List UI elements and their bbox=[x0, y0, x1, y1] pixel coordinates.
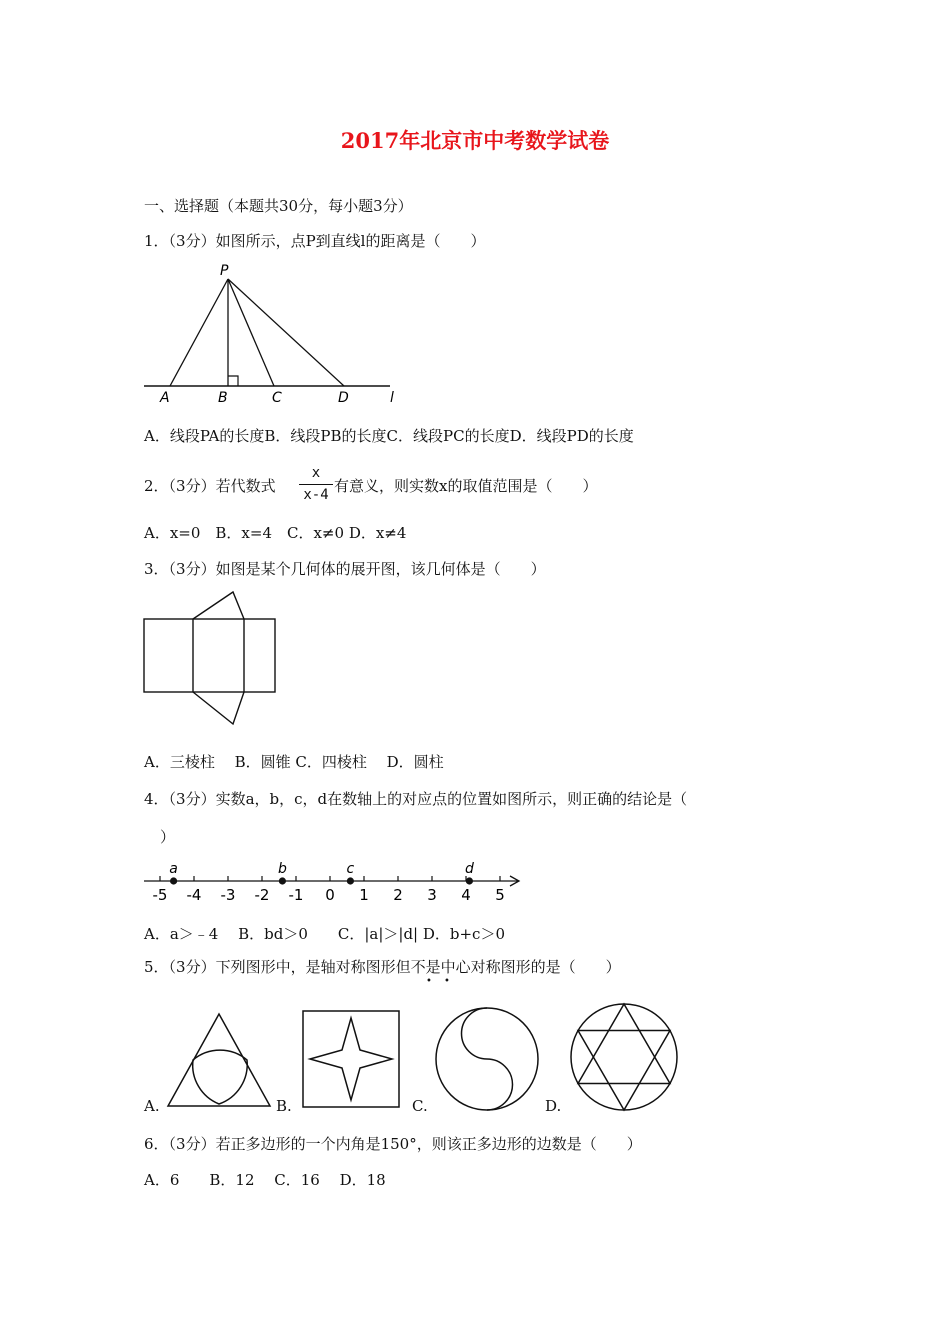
q5-label-d: D. bbox=[545, 1097, 562, 1115]
q3-net-figure bbox=[140, 588, 285, 730]
tick-label: 4 bbox=[461, 886, 471, 904]
label-P: P bbox=[220, 263, 229, 279]
q3-stem: 3．（3分）如图是某个几何体的展开图，该几何体是（ ） bbox=[144, 560, 546, 578]
q1-stem: 1．（3分）如图所示，点P到直线l的距离是（ ） bbox=[144, 232, 486, 250]
label-A: A bbox=[160, 390, 170, 406]
q4-options: A．a＞﹣4 B．bd＞0 C．|a|＞|d| D．b+c＞0 bbox=[144, 925, 506, 943]
emphasis-dot: • bbox=[444, 976, 450, 987]
q5-label-c: C. bbox=[412, 1097, 428, 1115]
label-l: l bbox=[390, 390, 394, 406]
tick-label: 0 bbox=[325, 886, 335, 904]
section-heading: 一、选择题（本题共30分，每小题3分） bbox=[144, 197, 413, 215]
tick-label: -2 bbox=[254, 886, 270, 904]
tick-label: 3 bbox=[427, 886, 437, 904]
q2-options: A．x=0 B．x=4 C．x≠0 D．x≠4 bbox=[144, 524, 407, 542]
q4-number-line bbox=[140, 855, 530, 905]
q2-frac-numerator: x bbox=[311, 465, 321, 481]
q2-frac-denominator: x-4 bbox=[303, 487, 329, 503]
point-d bbox=[466, 877, 473, 884]
tick-label: -5 bbox=[152, 886, 168, 904]
tick-label: -3 bbox=[220, 886, 236, 904]
q2-stem-before: 2．（3分）若代数式 bbox=[144, 477, 276, 495]
point-c bbox=[347, 877, 354, 884]
emphasis-dot: • bbox=[426, 976, 432, 987]
q1-options: A．线段PA的长度B．线段PB的长度C．线段PC的长度D．线段PD的长度 bbox=[144, 427, 634, 445]
point-label-b: b bbox=[277, 861, 287, 877]
q5-stem: 5．（3分）下列图形中，是轴对称图形但不是中心对称图形的是（ ） bbox=[144, 958, 621, 976]
tick-label: 2 bbox=[393, 886, 403, 904]
q5-figure-c bbox=[432, 1004, 542, 1114]
label-B: B bbox=[218, 390, 228, 406]
q2-frac-bar bbox=[299, 484, 333, 485]
q5-figure-b bbox=[300, 1008, 402, 1110]
q5-label-a: A. bbox=[144, 1097, 160, 1115]
q6-options: A．6 B．12 C．16 D．18 bbox=[144, 1171, 386, 1189]
q1-figure bbox=[140, 262, 410, 407]
tick-label: 1 bbox=[359, 886, 369, 904]
point-label-d: d bbox=[464, 861, 474, 877]
tick-label: -1 bbox=[288, 886, 304, 904]
point-b bbox=[279, 877, 286, 884]
tick-label: 5 bbox=[495, 886, 505, 904]
q4-stem-line2: ） bbox=[160, 828, 176, 846]
q5-figure-a bbox=[165, 1010, 275, 1110]
q6-stem: 6．（3分）若正多边形的一个内角是150°，则该正多边形的边数是（ ） bbox=[144, 1135, 642, 1153]
q4-stem-line1: 4．（3分）实数a，b，c，d在数轴上的对应点的位置如图所示，则正确的结论是（ bbox=[144, 790, 688, 808]
page-title: 2017年北京市中考数学试卷 bbox=[340, 128, 610, 153]
q2-stem-after: 有意义，则实数x的取值范围是（ ） bbox=[334, 477, 598, 495]
point-a bbox=[170, 877, 177, 884]
point-label-c: c bbox=[346, 861, 355, 877]
point-label-a: a bbox=[169, 861, 178, 877]
label-C: C bbox=[272, 390, 282, 406]
q5-label-b: B. bbox=[276, 1097, 292, 1115]
q3-options: A．三棱柱 B．圆锥 C．四棱柱 D．圆柱 bbox=[144, 753, 444, 771]
q5-figure-d bbox=[567, 1000, 681, 1114]
tick-label: -4 bbox=[186, 886, 202, 904]
label-D: D bbox=[338, 390, 349, 406]
